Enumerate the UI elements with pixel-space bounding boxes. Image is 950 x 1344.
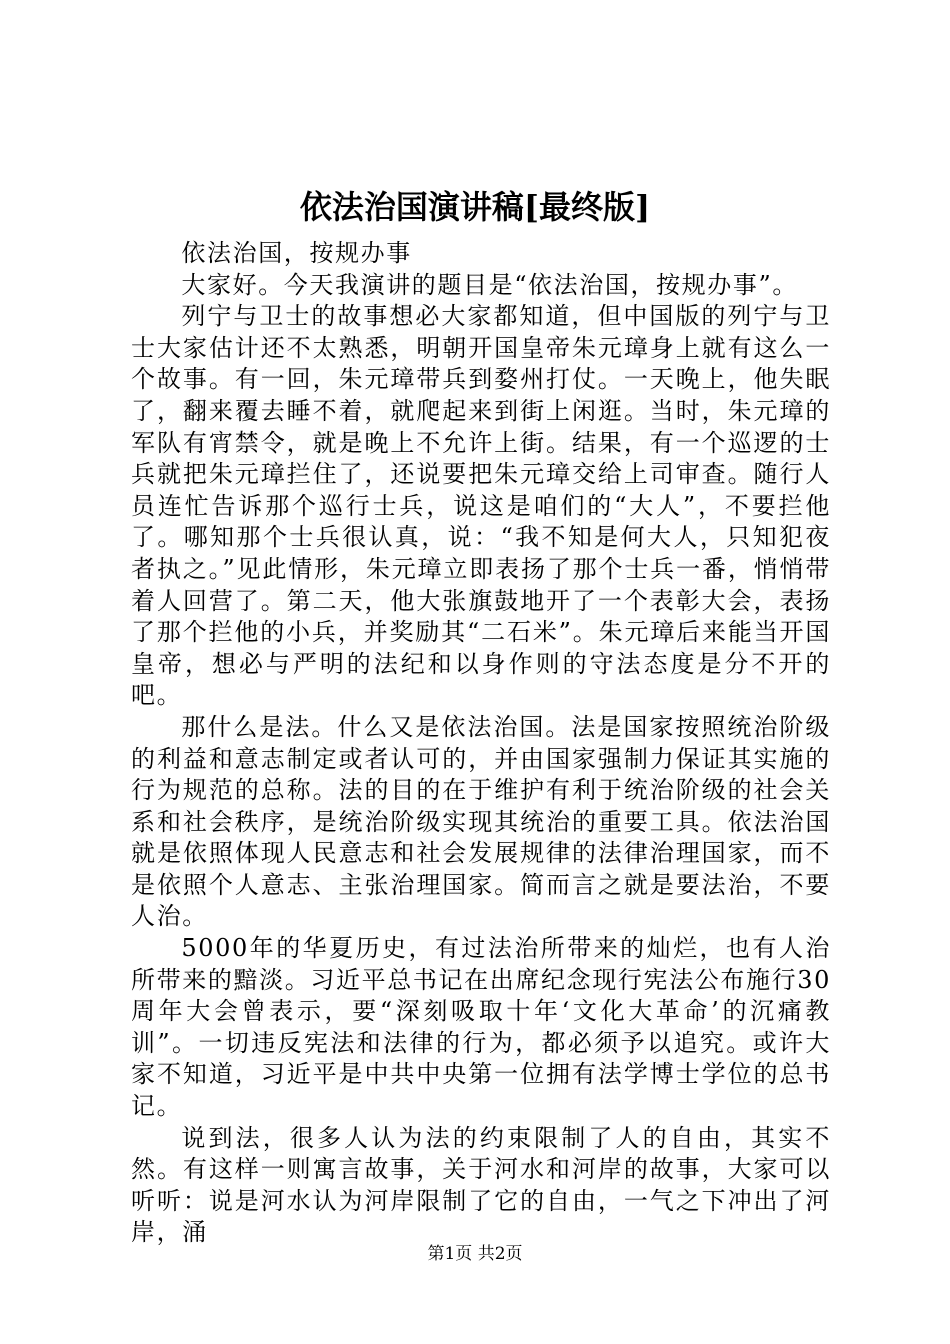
paragraph-subtitle: 依法治国，按规办事	[181, 239, 412, 267]
paragraph-story: 列宁与卫士的故事想必大家都知道，但中国版的列宁与卫士大家估计还不太熟悉，明朝开国皇帝朱元璋身上就有这么一个故事。有一回，朱元璋带兵到婺州打仗。一天晚上，他失眠了，翻来覆去睡不着，就爬起来到街上闲逛。当时，朱元璋的军队有宵禁令，就是晚上不允许上街。结果，有一个巡逻的士兵就把朱元璋拦住了，还说要把朱元璋交给上司审查。随行人员连忙告诉那个巡行士兵，说这是咱们的“大人”，不要拦他了。哪知那个士兵很认真，说：“我不知是何大人，只知犯夜者执之。”见此情形，朱元璋立即表扬了那个士兵一番，悄悄带着人回营了。第二天，他大张旗鼓地开了一个表彰大会，表扬了那个拦他的小兵，并奖励其“二石米”。朱元璋后来能当开国皇帝，想必与严明的法纪和以身作则的守法态度是分不开的吧。	[131, 302, 831, 710]
paragraph-history: 5000年的华夏历史，有过法治所带来的灿烂，也有人治所带来的黯淡。习近平总书记在出席纪念现行宪法公布施行30周年大会曾表示，要“深刻吸取十年‘文化大革命’的沉痛教训”。一切违反宪法和法律的行为，都必须予以追究。或许大家不知道，习近平是中共中央第一位拥有法学博士学位的总书记。	[131, 934, 831, 1121]
page-number-footer: 第1页 共2页	[427, 1244, 523, 1264]
document-body	[131, 238, 831, 1249]
paragraph-definition: 那什么是法。什么又是依法治国。法是国家按照统治阶级的利益和意志制定或者认可的，并由国家强制力保证其实施的行为规范的总称。法的目的在于维护有利于统治阶级的社会关系和社会秩序，是统治阶级实现其统治的重要工具。依法治国就是依照体现人民意志和社会发展规律的法律治理国家，而不是依照个人意志、主张治理国家。简而言之就是要法治，不要人治。	[131, 712, 831, 931]
document-title: 依法治国演讲稿[最终版]	[299, 188, 651, 226]
paragraph-freedom: 说到法，很多人认为法的约束限制了人的自由，其实不然。有这样一则寓言故事，关于河水和河岸的故事，大家可以听听：说是河水认为河岸限制了它的自由，一气之下冲出了河岸，涌	[131, 1123, 831, 1247]
paragraph-greeting: 大家好。今天我演讲的题目是“依法治国，按规办事”。	[181, 270, 798, 299]
